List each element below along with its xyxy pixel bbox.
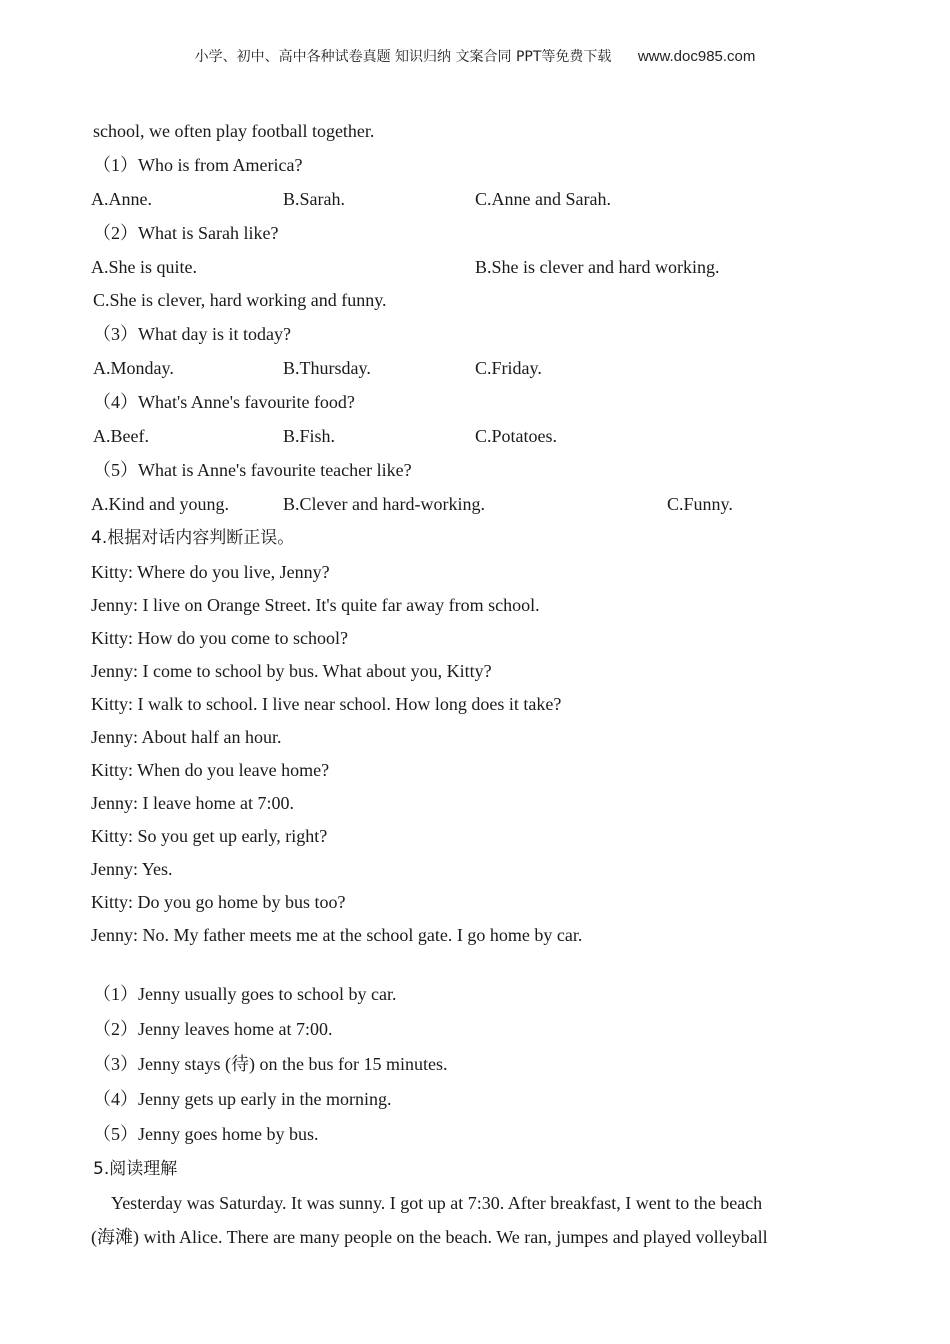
page-header xyxy=(0,46,950,66)
question-5: （5）What is Anne's favourite teacher like? xyxy=(93,460,412,480)
dialogue-line: Kitty: I walk to school. I live near school. How long does it take? xyxy=(91,694,562,714)
q1-option-b: B.Sarah. xyxy=(283,189,345,209)
dialogue-line: Jenny: About half an hour. xyxy=(91,727,282,747)
dialogue-line: Jenny: I come to school by bus. What about you, Kitty? xyxy=(91,661,492,681)
section-5-title: 5.阅读理解 xyxy=(93,1159,178,1179)
reading-line-1: Yesterday was Saturday. It was sunny. I got up at 7:30. After breakfast, I went to the beach xyxy=(111,1193,763,1213)
dialogue-line: Jenny: I live on Orange Street. It's quite far away from school. xyxy=(91,595,540,615)
q5-option-c: C.Funny. xyxy=(667,494,733,514)
q4-option-a: A.Beef. xyxy=(93,426,149,446)
question-2: （2）What is Sarah like? xyxy=(93,223,279,243)
reading-line-2: (海滩) with Alice. There are many people on the beach. We ran, jumpes and played volleyball xyxy=(91,1227,768,1247)
dialogue-line: Kitty: So you get up early, right? xyxy=(91,826,328,846)
dialogue-line: Jenny: No. My father meets me at the school gate. I go home by car. xyxy=(91,925,583,945)
statement-1: （1）Jenny usually goes to school by car. xyxy=(93,984,397,1004)
statement-5: （5）Jenny goes home by bus. xyxy=(93,1124,319,1144)
q2-option-a: A.She is quite. xyxy=(91,257,197,277)
q2-option-c: C.She is clever, hard working and funny. xyxy=(93,290,387,310)
dialogue-line: Kitty: Where do you live, Jenny? xyxy=(91,562,330,582)
dialogue-line: Jenny: Yes. xyxy=(91,859,173,879)
statement-2: （2）Jenny leaves home at 7:00. xyxy=(93,1019,333,1039)
dialogue-line: Kitty: How do you come to school? xyxy=(91,628,348,648)
question-3: （3）What day is it today? xyxy=(93,324,291,344)
q4-option-b: B.Fish. xyxy=(283,426,336,446)
q3-option-b: B.Thursday. xyxy=(283,358,371,378)
statement-4: （4）Jenny gets up early in the morning. xyxy=(93,1089,392,1109)
question-1: （1）Who is from America? xyxy=(93,155,303,175)
q5-option-a: A.Kind and young. xyxy=(91,494,229,514)
q4-option-c: C.Potatoes. xyxy=(475,426,558,446)
q2-option-b: B.She is clever and hard working. xyxy=(475,257,720,277)
q5-option-b: B.Clever and hard-working. xyxy=(283,494,485,514)
passage-continuation: school, we often play football together. xyxy=(93,121,375,141)
section-4-title: 4.根据对话内容判断正误。 xyxy=(91,528,295,548)
question-4: （4）What's Anne's favourite food? xyxy=(93,392,355,412)
q3-option-c: C.Friday. xyxy=(475,358,542,378)
statement-3: （3）Jenny stays (待) on the bus for 15 minutes. xyxy=(93,1054,448,1074)
dialogue-line: Kitty: When do you leave home? xyxy=(91,760,330,780)
q1-option-c: C.Anne and Sarah. xyxy=(475,189,611,209)
q3-option-a: A.Monday. xyxy=(93,358,174,378)
header-text: 小学、初中、高中各种试卷真题 知识归纳 文案合同 PPT等免费下载 xyxy=(194,49,612,65)
q1-option-a: A.Anne. xyxy=(91,189,152,209)
header-url[interactable]: www.doc985.com xyxy=(637,48,756,65)
dialogue-line: Kitty: Do you go home by bus too? xyxy=(91,892,346,912)
dialogue-line: Jenny: I leave home at 7:00. xyxy=(91,793,294,813)
